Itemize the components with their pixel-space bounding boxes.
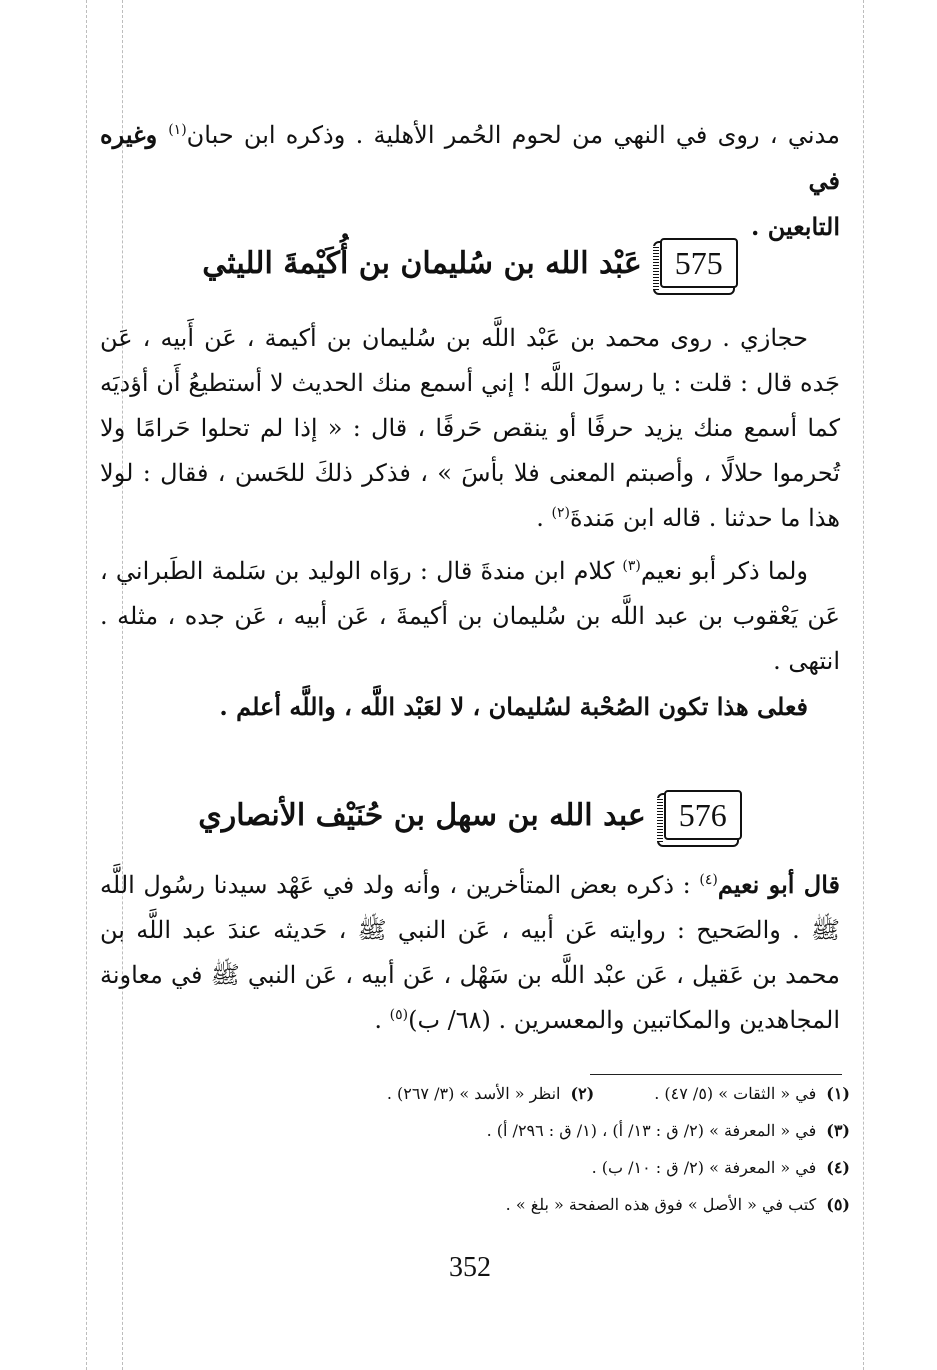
entry-576-body-text: : ذكره بعض المتأخرين ، وأنه ولد في عَهْد سيدنا رسُول اللَّه ﷺ . والصَحيح : روايته عَن أبيه ، عَن النبي ﷺ ، حَديثه عندَ عبد اللَّه بن محمد بن عَقيل ، عَن عبْد اللَّه بن سَهْل ، عَن أبيه ، عَن النبي ﷺ في معاونة المجاهدين والمكاتبين والمعسرين . (٦٨/ ب) [100,871,840,1034]
entry-575-number: 575 [674,244,723,281]
entry-576-number-box [664,790,742,840]
entry-575-para2-rest: كلام ابن مندةَ قال : روَاه الوليد بن سَلمة الطَبراني ، عَن يَعْقوب بن عبد اللَّه بن سُليمان بن أكيمةَ ، عَن أبيه ، عَن جده ، مثله . انتهى . [100,557,840,675]
footnote-5: (٥)كتب في « الأصل » فوق هذه الصفحة « بلغ » . [505,1195,850,1214]
footnote-separator [590,1074,842,1075]
footnote-ref-1[interactable]: (١) [168,122,187,138]
entry-576-body [100,862,840,1043]
footnote-row-1-2 [160,1082,850,1106]
top-paragraph [100,112,840,249]
footnote-ref-2[interactable]: (٢) [551,505,570,521]
entry-576-paragraph [100,862,840,1043]
entry-575-para1-end: . [536,504,552,532]
entry-575-paragraph-1 [100,316,840,541]
footnote-1: (١)في « الثقات » (٥/ ٤٧) . [654,1084,850,1103]
top-line1: مدني ، روى في النهي من لحوم الحُمر الأهلية . وذكره ابن حبان [186,121,840,149]
entry-575-para1-text: حجازي . روى محمد بن عَبْد اللَّه بن سُليمان بن أكيمة ، عَن أَبيه ، عَن جَده قال : قلت : يا رسولَ اللَّه ! إني أسمع منك الحديث لا أستطيعُ أَن أؤديَه كما أسمع منك يزيد حرفًا أو ينقص حَرفًا ، قال : « إذا لم تحلوا حَرامًا ولا تُحرموا حلالًا ، وأصبتم المعنى فلا بأسَ » ، فذكر ذلكَ للحَسن ، فقال : لولا هذا ما حدثنا . قاله ابن مَندةَ [100,324,840,532]
page-number: 352 [449,1252,491,1283]
footnotes [160,1082,850,1230]
top-line2: التابعين . [750,212,840,241]
footnote-3: (٣)في « المعرفة » (٢/ ق : ١٣/ أ) ، (١/ ق : ٢٩٦/ أ) . [486,1121,850,1140]
footnote-ref-5[interactable]: (٥) [389,1007,409,1023]
entry-576-heading [100,790,840,840]
entry-575-body [100,316,840,729]
entry-575-para2-start: ولما ذكر أبو نعيم [640,557,808,585]
right-margin-line [863,0,864,1370]
entry-575-title: عَبْد الله بن سُليمان بن أُكَيْمةَ الليثي [202,245,642,281]
entry-575-heading [100,238,840,288]
top-line1-end: وغيره في [100,120,840,195]
footnote-2: (٢)انظر « الأسد » (٣/ ٢٦٧) . [386,1084,595,1103]
footnote-ref-3[interactable]: (٣) [622,558,641,574]
entry-576-number: 576 [678,796,727,833]
entry-576-end: . [374,1006,390,1034]
footnote-ref-4[interactable]: (٤) [699,872,718,888]
footnote-4: (٤)في « المعرفة » (٢/ ق : ١٠/ ب) . [591,1158,850,1177]
entry-576-title: عبد الله بن سهل بن حُنَيْف الأنصاري [198,797,646,833]
entry-575-paragraph-2 [100,549,840,684]
left-margin-line [86,0,87,1370]
entry-576-lead: قال أبو نعيم [717,870,841,899]
entry-575-paragraph-3: فعلى هذا تكون الصُحْبة لسُليمان ، لا لعَبْد اللَّه ، واللَّه أعلم . [219,692,808,721]
entry-575-number-box [660,238,738,288]
